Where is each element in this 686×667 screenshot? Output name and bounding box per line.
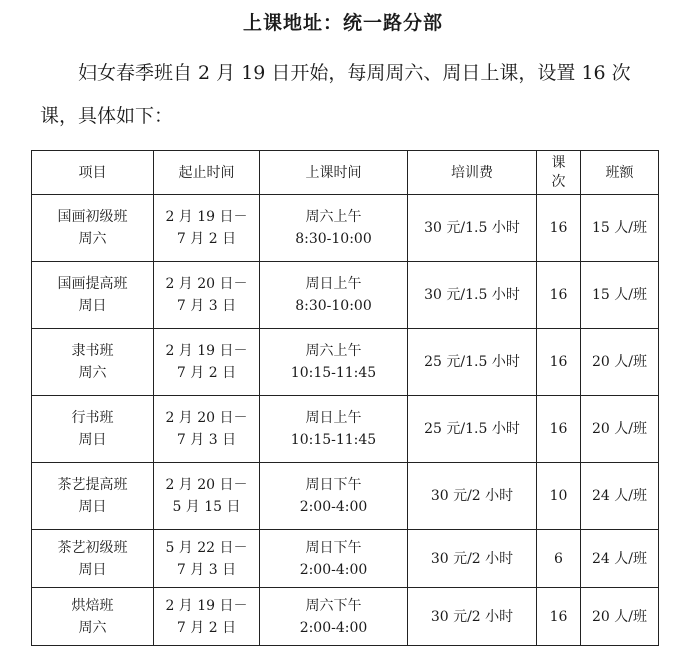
cell-class-time-line: 2:00-4:00 <box>299 499 368 515</box>
cell-item-line: 行书班 <box>71 410 114 426</box>
cell-period-line: 2 月 20 日－ <box>165 477 248 493</box>
cell-class-time-line: 8:30-10:00 <box>295 231 372 247</box>
cell-item-line: 烘焙班 <box>71 597 114 614</box>
cell-period-line: 7 月 3 日 <box>176 561 237 578</box>
cell-period-line: 2 月 19 日－ <box>165 597 248 614</box>
cell-period <box>154 195 260 262</box>
cell-period <box>154 530 260 588</box>
cell-class-time-line: 周六上午 <box>305 209 362 225</box>
cell-sessions: 6 <box>537 530 581 588</box>
cell-class-time <box>260 195 408 262</box>
cell-class-time <box>260 588 408 646</box>
cell-period-line: 2 月 20 日－ <box>165 276 248 292</box>
cell-fee: 25 元/1.5 小时 <box>408 329 537 396</box>
cell-period-line: 7 月 2 日 <box>176 231 237 247</box>
cell-fee: 30 元/2 小时 <box>408 588 537 646</box>
cell-fee: 30 元/1.5 小时 <box>408 195 537 262</box>
cell-sessions: 16 <box>537 195 581 262</box>
cell-item-line: 国画提高班 <box>57 276 128 292</box>
header-period: 起止时间 <box>154 151 260 195</box>
cell-class-time-line: 2:00-4:00 <box>299 619 368 636</box>
cell-class-time-line: 周六上午 <box>305 343 362 359</box>
cell-item <box>32 530 154 588</box>
cell-sessions: 10 <box>537 463 581 530</box>
cell-item-line: 茶艺提高班 <box>57 477 128 493</box>
cell-class-time <box>260 530 408 588</box>
cell-sessions: 16 <box>537 396 581 463</box>
cell-item <box>32 463 154 530</box>
cell-quota: 24 人/班 <box>581 463 659 530</box>
cell-item <box>32 588 154 646</box>
cell-fee: 25 元/1.5 小时 <box>408 396 537 463</box>
cell-sessions: 16 <box>537 588 581 646</box>
table-row <box>32 530 659 588</box>
header-class-time: 上课时间 <box>260 151 408 195</box>
cell-period <box>154 463 260 530</box>
cell-class-time-line: 周日上午 <box>305 410 362 426</box>
cell-class-time-line: 10:15-11:45 <box>290 365 377 381</box>
cell-item-line: 周六 <box>78 619 107 636</box>
cell-class-time-line: 周日下午 <box>305 477 362 493</box>
cell-period-line: 7 月 3 日 <box>176 298 237 314</box>
cell-period-line: 2 月 20 日－ <box>165 410 248 426</box>
cell-quota: 15 人/班 <box>581 195 659 262</box>
cell-quota: 15 人/班 <box>581 262 659 329</box>
cell-quota: 20 人/班 <box>581 588 659 646</box>
cell-fee: 30 元/2 小时 <box>408 463 537 530</box>
cell-period-line: 7 月 2 日 <box>176 619 237 636</box>
cell-class-time-line: 8:30-10:00 <box>295 298 372 314</box>
cell-item-line: 周日 <box>78 499 107 515</box>
cell-period <box>154 396 260 463</box>
cell-period-line: 7 月 2 日 <box>176 365 237 381</box>
cell-quota: 24 人/班 <box>581 530 659 588</box>
cell-class-time-line: 周六下午 <box>305 597 362 614</box>
page-heading: 上课地址：统一路分部 <box>242 12 443 34</box>
cell-class-time <box>260 262 408 329</box>
cell-item-line: 周日 <box>78 561 107 578</box>
table-row <box>32 262 659 329</box>
table-row <box>32 463 659 530</box>
cell-class-time-line: 周日上午 <box>305 276 362 292</box>
cell-class-time <box>260 396 408 463</box>
cell-item-line: 茶艺初级班 <box>57 539 128 556</box>
cell-item-line: 隶书班 <box>71 343 114 359</box>
cell-fee: 30 元/1.5 小时 <box>408 262 537 329</box>
cell-class-time <box>260 329 408 396</box>
schedule-table <box>31 150 659 646</box>
cell-period-line: 2 月 19 日－ <box>165 343 248 359</box>
cell-item <box>32 396 154 463</box>
table-row <box>32 195 659 262</box>
cell-item-line: 国画初级班 <box>57 209 128 225</box>
intro-paragraph: 妇女春季班自 2 月 19 日开始，每周周六、周日上课，设置 16 次课，具体如下： <box>40 62 631 127</box>
cell-period-line: 7 月 3 日 <box>176 432 237 448</box>
cell-item <box>32 195 154 262</box>
cell-period <box>154 262 260 329</box>
cell-period <box>154 329 260 396</box>
cell-item <box>32 262 154 329</box>
cell-fee: 30 元/2 小时 <box>408 530 537 588</box>
cell-quota: 20 人/班 <box>581 396 659 463</box>
cell-class-time-line: 周日下午 <box>305 539 362 556</box>
header-quota: 班额 <box>581 151 659 195</box>
cell-period-line: 2 月 19 日－ <box>165 209 248 225</box>
table-header-row <box>32 151 659 195</box>
header-fee: 培训费 <box>408 151 537 195</box>
header-item: 项目 <box>32 151 154 195</box>
cell-period <box>154 588 260 646</box>
cell-item-line: 周六 <box>78 365 107 381</box>
cell-sessions: 16 <box>537 329 581 396</box>
cell-quota: 20 人/班 <box>581 329 659 396</box>
cell-class-time-line: 10:15-11:45 <box>290 432 377 448</box>
table-row <box>32 329 659 396</box>
table-row <box>32 396 659 463</box>
cell-item-line: 周六 <box>78 231 107 247</box>
cell-class-time-line: 2:00-4:00 <box>299 561 368 578</box>
cell-item-line: 周日 <box>78 298 107 314</box>
header-sessions: 课次 <box>537 151 581 195</box>
cell-item <box>32 329 154 396</box>
cell-item-line: 周日 <box>78 432 107 448</box>
cell-class-time <box>260 463 408 530</box>
cell-sessions: 16 <box>537 262 581 329</box>
table-row <box>32 588 659 646</box>
cell-period-line: 5 月 22 日－ <box>165 539 248 556</box>
cell-period-line: 5 月 15 日 <box>172 499 241 515</box>
